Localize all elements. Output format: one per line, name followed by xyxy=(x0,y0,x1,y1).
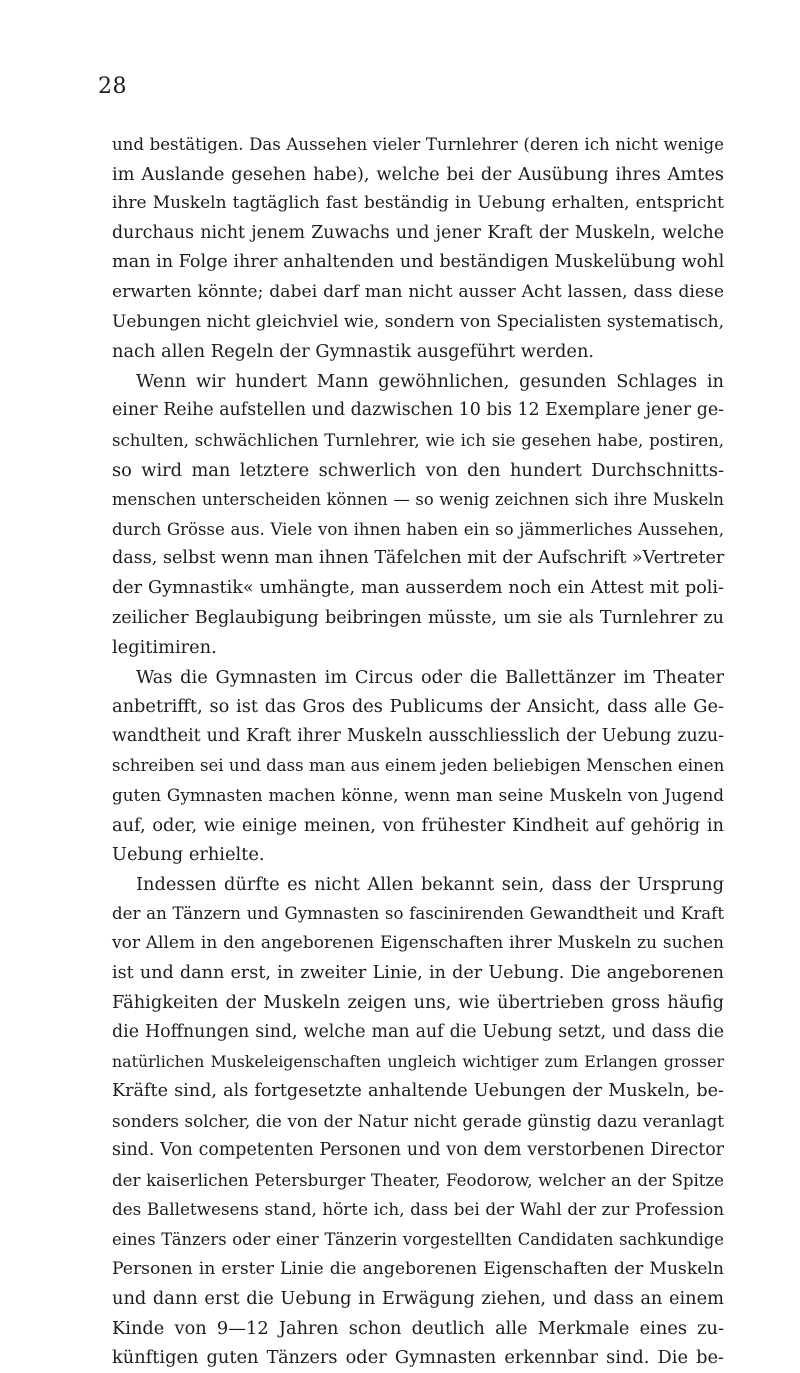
text-line: legitimiren. xyxy=(112,637,217,659)
text-line: im Auslande gesehen habe), welche bei der Ausübung ihres Amtes xyxy=(112,163,724,185)
text-line: des Balletwesens stand, hörte ich, dass bei der Wahl der zur Profession xyxy=(112,1199,724,1220)
text-line: dass, selbst wenn man ihnen Täfelchen mit der Aufschrift »Vertreter xyxy=(112,548,725,569)
page-number: 28 xyxy=(98,74,127,99)
text-line: sind. Von competenten Personen und von dem verstorbenen Director xyxy=(112,1140,724,1161)
text-line: der an Tänzern und Gymnasten so fascinirenden Gewandtheit und Kraft xyxy=(112,904,724,924)
text-line: nach allen Regeln der Gymnastik ausgeführt werden. xyxy=(112,341,595,363)
text-line: zeilicher Beglaubigung beibringen müsste, um sie als Turnlehrer zu xyxy=(112,607,724,628)
text-line: die Hoffnungen sind, welche man auf die Uebung setzt, und dass die xyxy=(112,1021,724,1042)
text-line: Personen in erster Linie die angeborenen Eigenschaften der Muskeln xyxy=(112,1258,724,1279)
text-line: wandtheit und Kraft ihrer Muskeln ausschliesslich der Uebung zuzu- xyxy=(112,725,724,746)
body-text xyxy=(112,130,724,1373)
text-line: Kräfte sind, als fortgesetzte anhaltende Uebungen der Muskeln, be- xyxy=(112,1081,724,1101)
text-line: Uebung erhielte. xyxy=(112,844,265,866)
text-line: einer Reihe aufstellen und dazwischen 10 bis 12 Exemplare jener ge- xyxy=(112,400,724,421)
text-line: schulten, schwächlichen Turnlehrer, wie ich sie gesehen habe, postiren, xyxy=(112,430,724,450)
text-line: sonders solcher, die von der Natur nicht gerade günstig dazu veranlagt xyxy=(112,1110,724,1131)
text-line: erwarten könnte; dabei darf man nicht ausser Acht lassen, dass diese xyxy=(112,281,724,302)
text-line: Indessen dürfte es nicht Allen bekannt sein, dass der Ursprung xyxy=(136,873,724,895)
text-line: und bestätigen. Das Aussehen vieler Turnlehrer (deren ich nicht wenige xyxy=(112,135,724,154)
text-line: der Gymnastik« umhängte, man ausserdem noch ein Attest mit poli- xyxy=(112,577,724,598)
text-line: Was die Gymnasten im Circus oder die Ballettänzer im Theater xyxy=(136,666,724,688)
text-line: und dann erst die Uebung in Erwägung ziehen, und dass an einem xyxy=(112,1288,724,1310)
text-line: Uebungen nicht gleichviel wie, sondern von Specialisten systematisch, xyxy=(112,311,724,332)
text-line: durch Grösse aus. Viele von ihnen haben ein so jämmerliches Aussehen, xyxy=(112,519,724,539)
text-line: eines Tänzers oder einer Tänzerin vorgestellten Candidaten sachkundige xyxy=(112,1229,724,1249)
text-line: auf, oder, wie einige meinen, von frühester Kindheit auf gehörig in xyxy=(112,814,724,836)
text-line: ist und dann erst, in zweiter Linie, in der Uebung. Die angeborenen xyxy=(112,962,724,983)
text-line: der kaiserlichen Petersburger Theater, Feodorow, welcher an der Spitze xyxy=(112,1170,724,1190)
text-line: ihre Muskeln tagtäglich fast beständig in Uebung erhalten, entspricht xyxy=(112,193,724,214)
text-line: Fähigkeiten der Muskeln zeigen uns, wie übertrieben gross häufig xyxy=(112,992,724,1014)
text-line: so wird man letztere schwerlich von den hundert Durchschnitts- xyxy=(112,459,724,481)
text-line: Kinde von 9—12 Jahren schon deutlich alle Merkmale eines zu- xyxy=(112,1317,724,1339)
text-line: Wenn wir hundert Mann gewöhnlichen, gesunden Schlages in xyxy=(136,370,724,392)
text-line: man in Folge ihrer anhaltenden und beständigen Muskelübung wohl xyxy=(112,252,725,273)
text-line: durchaus nicht jenem Zuwachs und jener Kraft der Muskeln, welche xyxy=(112,222,724,243)
text-line: anbetrifft, so ist das Gros des Publicums der Ansicht, dass alle Ge- xyxy=(112,696,724,718)
text-line: schreiben sei und dass man aus einem jeden beliebigen Menschen einen xyxy=(112,756,725,776)
text-line: künftigen guten Tänzers oder Gymnasten erkennbar sind. Die be- xyxy=(112,1347,724,1369)
text-line: natürlichen Muskeleigenschaften ungleich wichtiger zum Erlangen grosser xyxy=(112,1052,724,1072)
text-line: guten Gymnasten machen könne, wenn man seine Muskeln von Jugend xyxy=(112,785,724,806)
text-line: vor Allem in den angeborenen Eigenschaften ihrer Muskeln zu suchen xyxy=(112,933,724,954)
text-line: menschen unterscheiden können — so wenig zeichnen sich ihre Muskeln xyxy=(112,490,724,510)
